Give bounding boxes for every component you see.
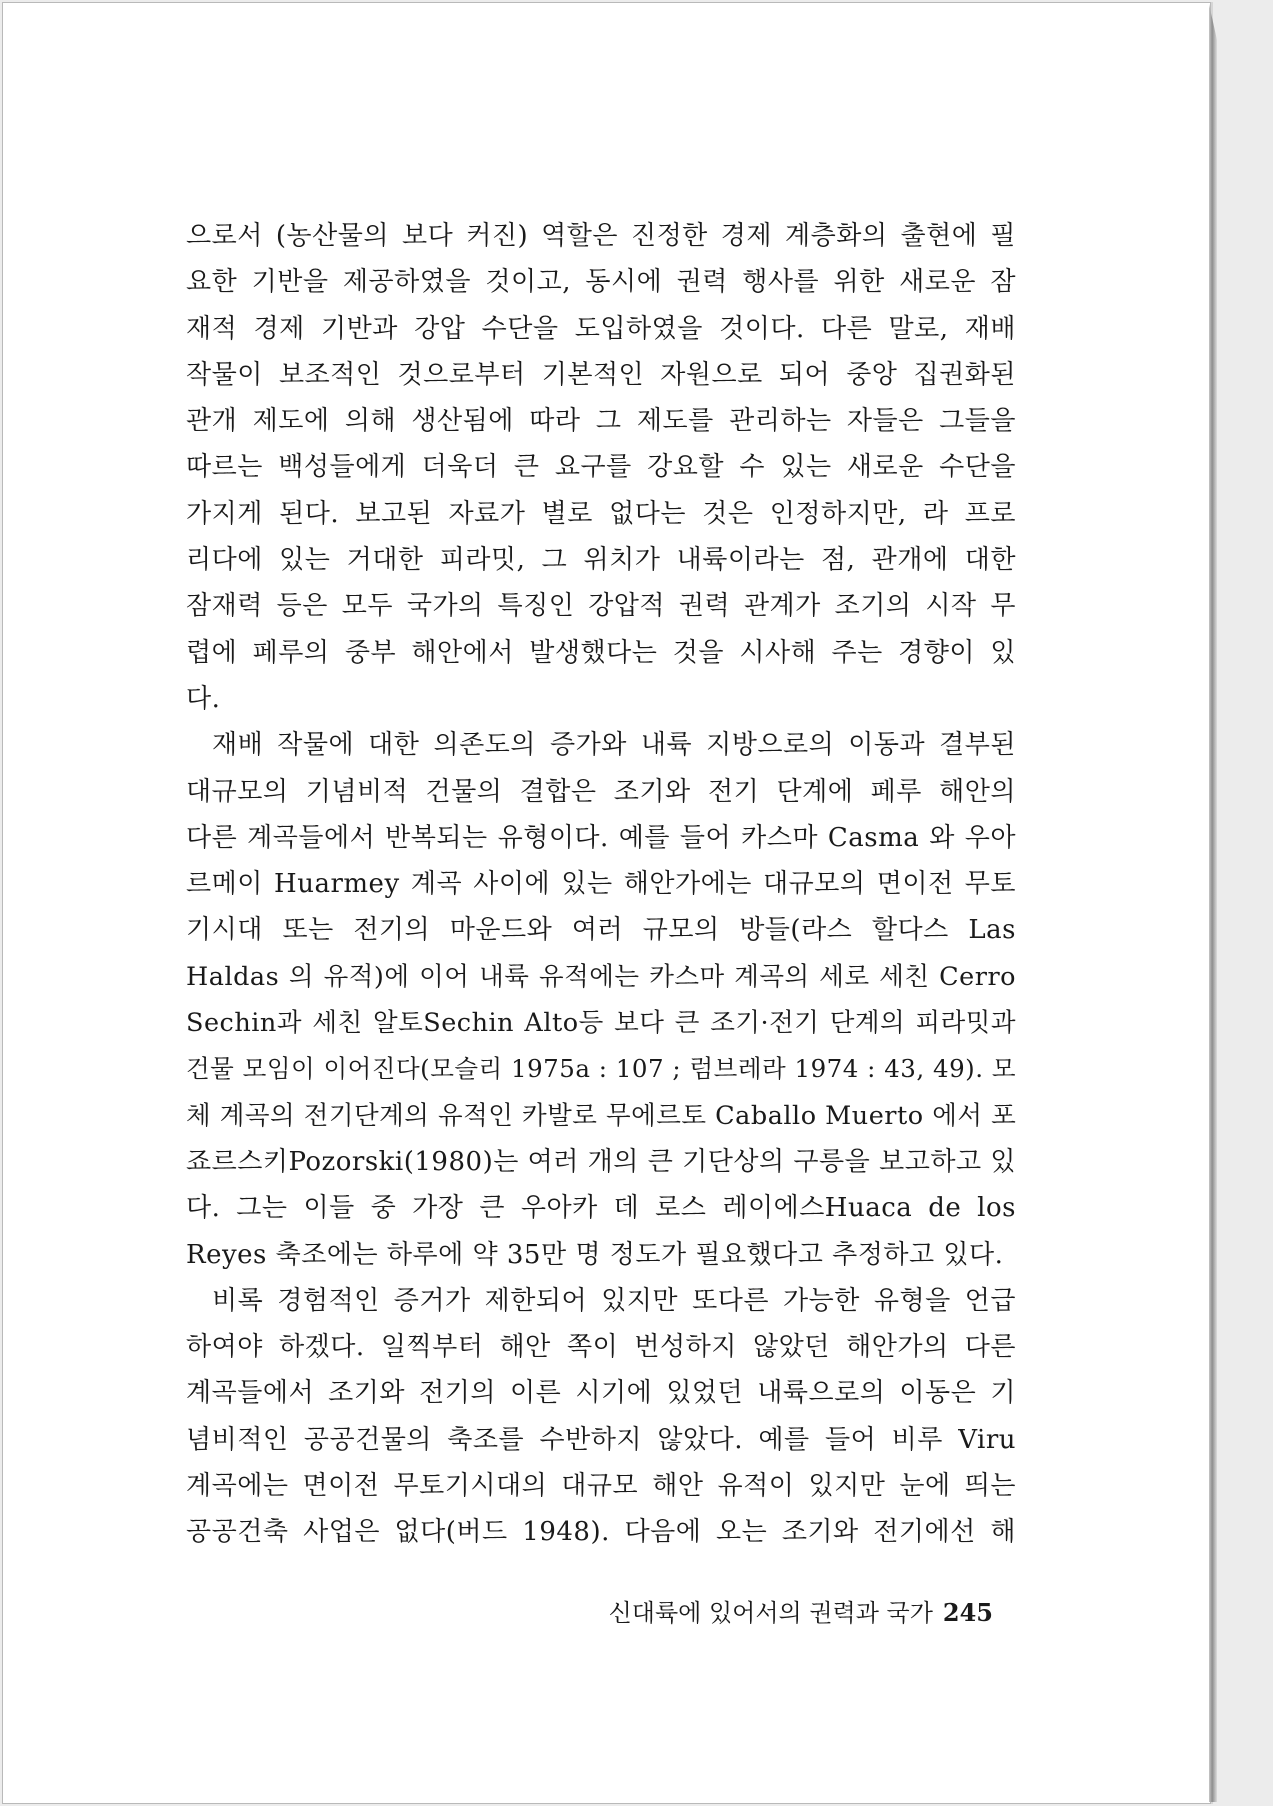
page-number: 245 <box>942 1598 993 1627</box>
text-line: 다른 계곡들에서 반복되는 유형이다. 예를 들어 카스마 Casma 와 우아 <box>186 822 1016 853</box>
running-title: 신대륙에 있어서의 권력과 국가 <box>608 1599 933 1627</box>
text-line: 체 계곡의 전기단계의 유적인 카발로 무에르토 Caballo Muerto 에서 포 <box>186 1100 1017 1131</box>
text-line: 념비적인 공공건물의 축조를 수반하지 않았다. 예를 들어 비루 Viru <box>186 1424 1016 1455</box>
paragraph <box>186 1278 1016 1556</box>
text-line: 가지게 된다. 보고된 자료가 별로 없다는 것은 인정하지만, 라 프로 <box>186 498 1016 529</box>
text-line: 작물이 보조적인 것으로부터 기본적인 자원으로 되어 중앙 집권화된 <box>186 359 1016 390</box>
book-page <box>2 2 1211 1804</box>
text-line: 관개 제도에 의해 생산됨에 따라 그 제도를 관리하는 자들은 그들을 <box>186 406 1016 437</box>
text-line: 따르는 백성들에게 더욱더 큰 요구를 강요할 수 있는 새로운 수단을 <box>186 452 1016 483</box>
text-line: 계곡에는 면이전 무토기시대의 대규모 해안 유적이 있지만 눈에 띄는 <box>186 1471 1016 1502</box>
body-text <box>186 213 1016 1556</box>
text-line: 죠르스키Pozorski(1980)는 여러 개의 큰 기단상의 구릉을 보고하고 있 <box>186 1146 1016 1177</box>
text-line: 기시대 또는 전기의 마운드와 여러 규모의 방들(라스 할다스 Las <box>186 915 1016 946</box>
text-line: 계곡들에서 조기와 전기의 이른 시기에 있었던 내륙으로의 이동은 기 <box>186 1378 1016 1409</box>
paragraph <box>186 213 1016 722</box>
text-line: 공공건축 사업은 없다(버드 1948). 다음에 오는 조기와 전기에선 해 <box>186 1517 1016 1548</box>
text-line: 요한 기반을 제공하였을 것이고, 동시에 권력 행사를 위한 새로운 잠 <box>186 267 1016 298</box>
text-line: 르메이 Huarmey 계곡 사이에 있는 해안가에는 대규모의 면이전 무토 <box>186 869 1016 900</box>
text-line: 건물 모임이 이어진다(모슬리 1975a : 107 ; 럼브레라 1974 : 43, 49). 모 <box>186 1054 1016 1084</box>
text-line: Reyes 축조에는 하루에 약 35만 명 정도가 필요했다고 추정하고 있다. <box>186 1239 1004 1270</box>
text-line: 하여야 하겠다. 일찍부터 해안 쪽이 번성하지 않았던 해안가의 다른 <box>186 1332 1016 1363</box>
text-line: 재적 경제 기반과 강압 수단을 도입하였을 것이다. 다른 말로, 재배 <box>186 313 1016 344</box>
text-line: 대규모의 기념비적 건물의 결합은 조기와 전기 단계에 페루 해안의 <box>186 776 1016 807</box>
text-line: 렵에 페루의 중부 해안에서 발생했다는 것을 시사해 주는 경향이 있 <box>186 637 1016 668</box>
text-line: 잠재력 등은 모두 국가의 특징인 강압적 권력 관계가 조기의 시작 무 <box>186 591 1016 622</box>
page-footer <box>603 1593 993 1628</box>
text-line: 다. <box>186 683 221 714</box>
text-line: 리다에 있는 거대한 피라밋, 그 위치가 내륙이라는 점, 관개에 대한 <box>186 545 1016 576</box>
text-line: 으로서 (농산물의 보다 커진) 역할은 진정한 경제 계층화의 출현에 필 <box>186 221 1016 251</box>
text-line: 재배 작물에 대한 의존도의 증가와 내륙 지방으로의 이동과 결부된 <box>212 730 1016 761</box>
paragraph <box>186 722 1016 1278</box>
text-line: 비록 경험적인 증거가 제한되어 있지만 또다른 가능한 유형을 언급 <box>212 1285 1016 1316</box>
page-edge-shadow <box>1209 4 1217 1802</box>
text-line: 다. 그는 이들 중 가장 큰 우아카 데 로스 레이에스Huaca de los <box>186 1193 1016 1224</box>
text-line: Haldas 의 유적)에 이어 내륙 유적에는 카스마 계곡의 세로 세친 Cerro <box>186 961 1016 992</box>
text-line: Sechin과 세친 알토Sechin Alto등 보다 큰 조기·전기 단계의 피라밋과 <box>186 1008 1016 1039</box>
